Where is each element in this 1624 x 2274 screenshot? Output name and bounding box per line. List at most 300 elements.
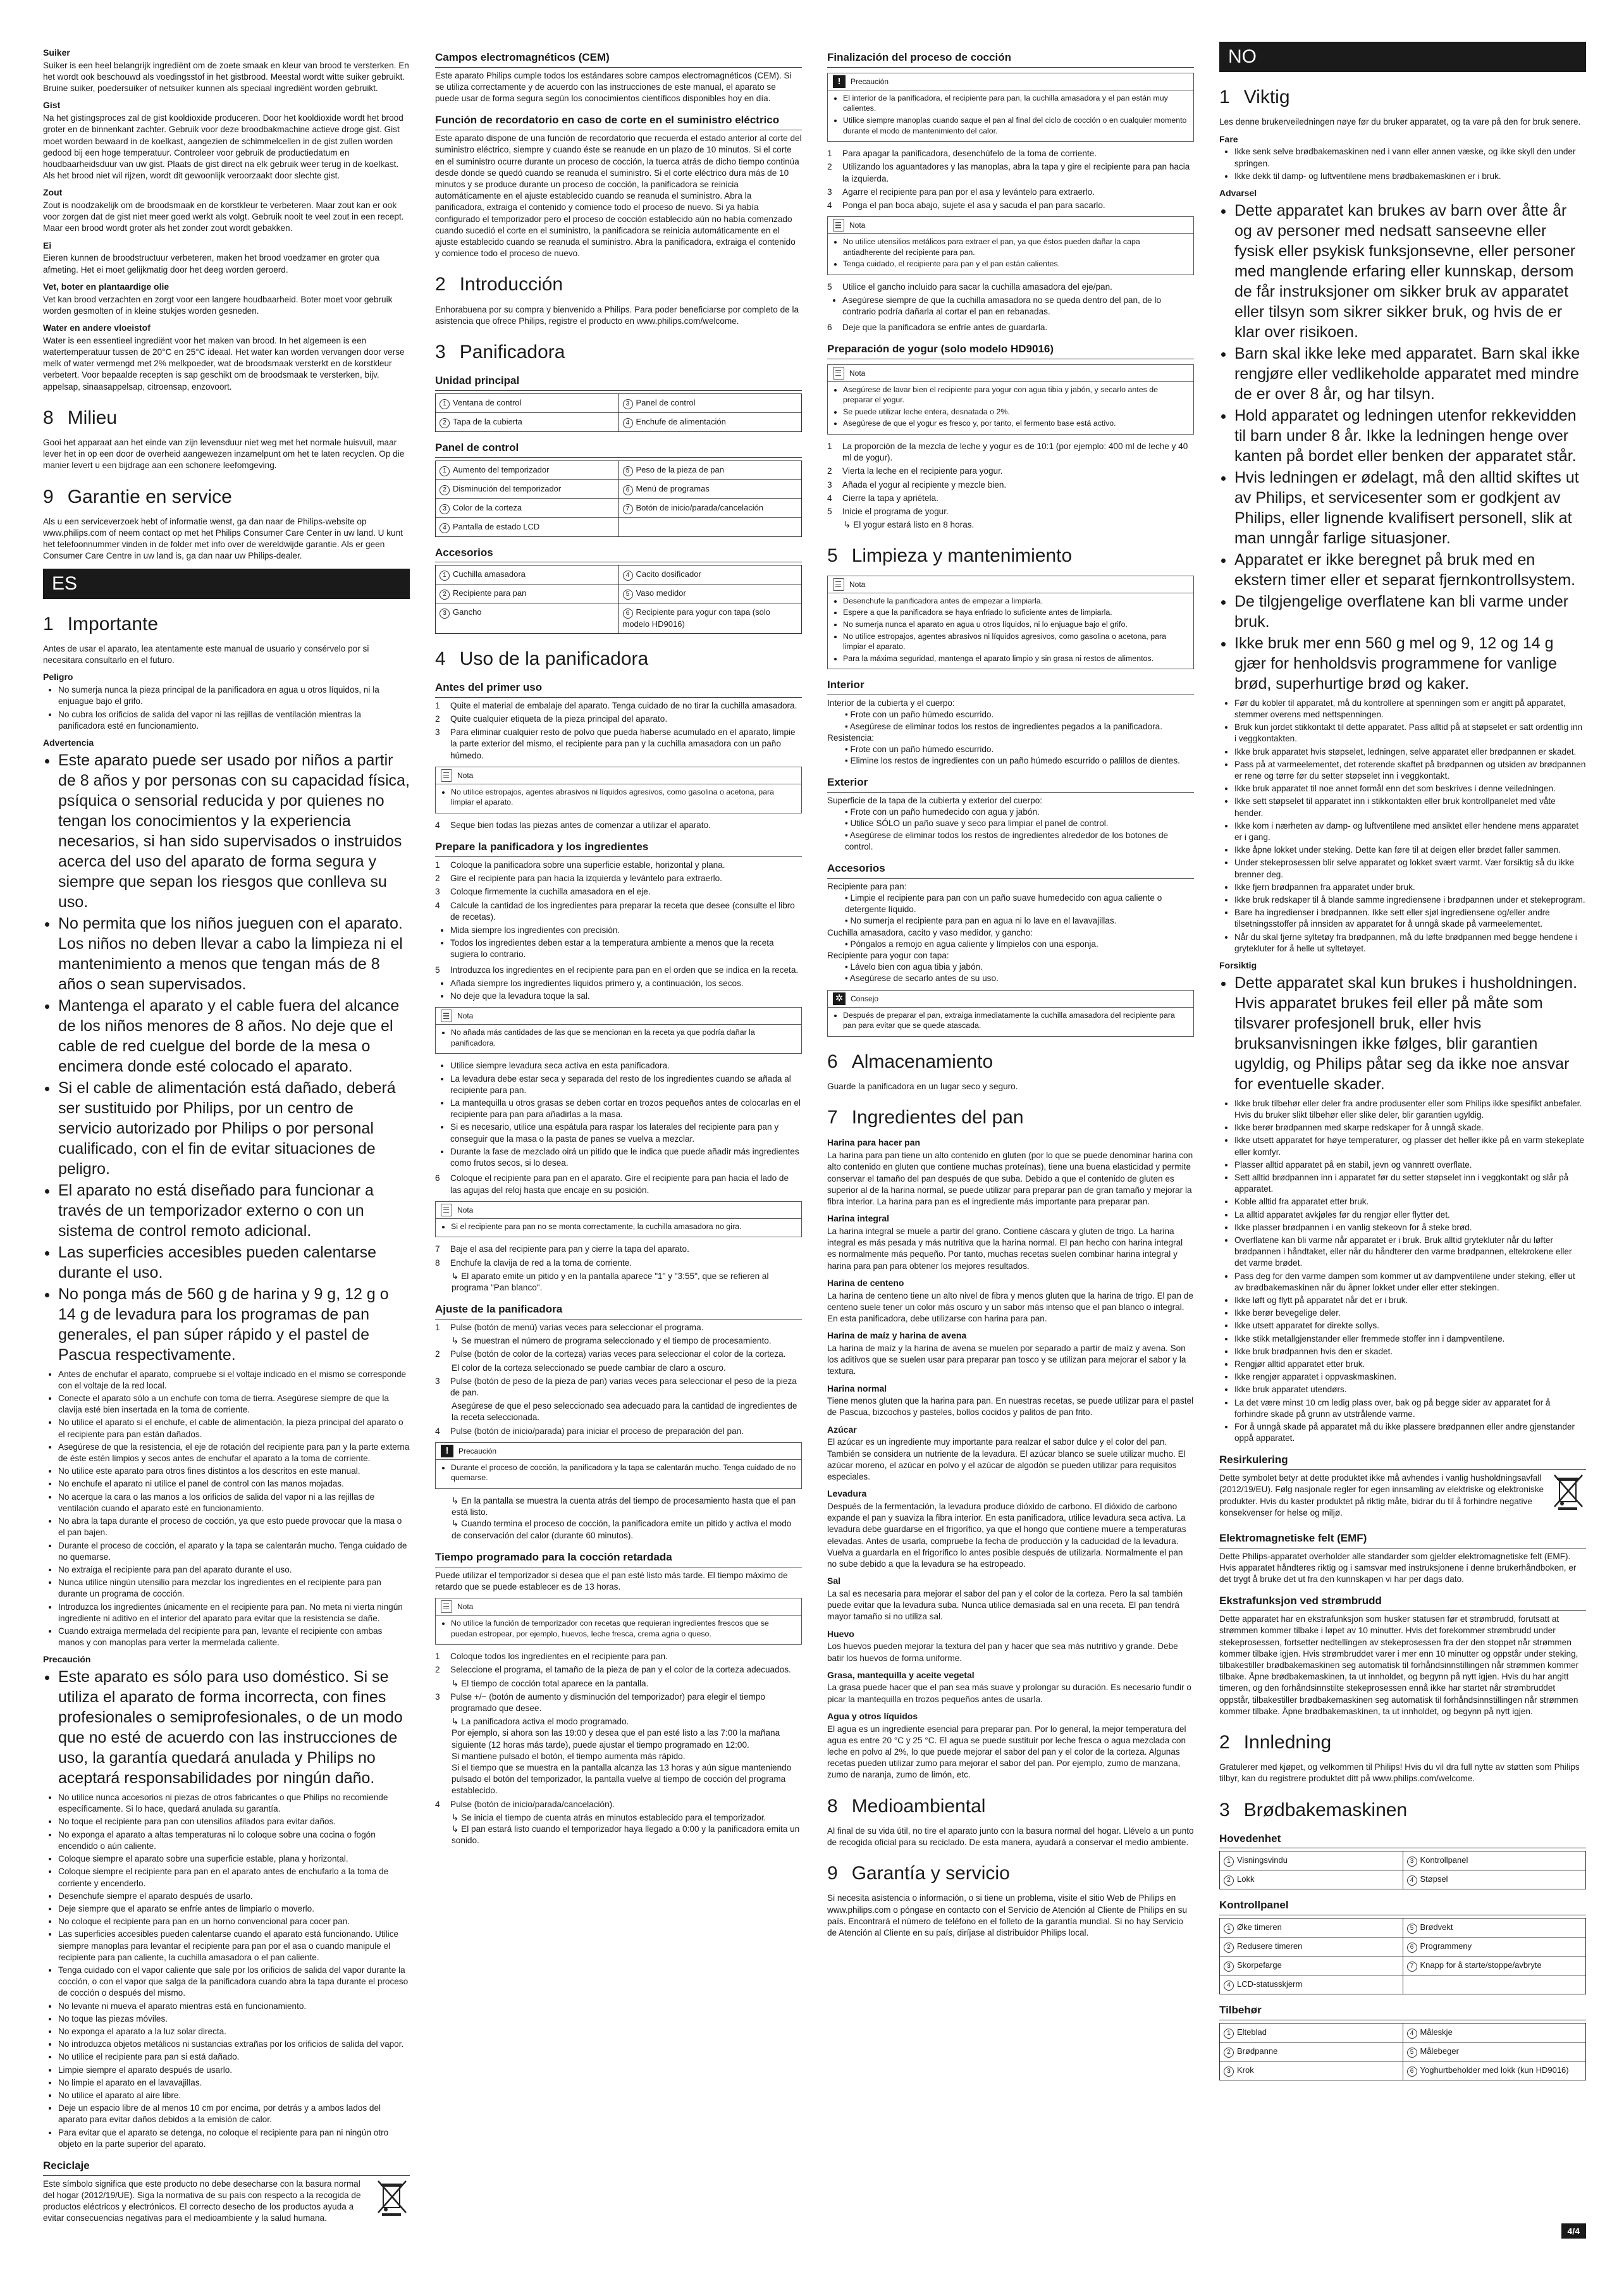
step-text: ↳ Se muestran el número de programa seleccionado y el tiempo de procesamiento.	[452, 1336, 772, 1346]
step-text: Si el tiempo que se muestra en la pantalla alcanza las 13 horas y aún sigue manteniendo pulsado el botón del temporizador, la pantalla vuelve al tiempo de cocción del programa establecido.	[452, 1762, 792, 1796]
list-item: • Introduzca los ingredientes únicamente en el recipiente para pan. No meta ni vierta ningún ingrediente ni aditivo en el interior del aparato para evitar que la resistencia se dañe.	[58, 1602, 410, 1624]
step-row	[435, 900, 802, 923]
paragraph-text: La harina para pan tiene un alto contenido en gluten (por lo que se puede denominar harina con alto contenido en gluten que contiene muchas proteínas), tiene una buena elasticidad y permite conservar el tamaño del pan después de que suba. Debido a que el contenido de gluten es superior al de la harina normal, se puede utilizar para preparar pan de gran tamaño y mejorar la fibra interior. La harina para pan es el ingrediente más importante para preparar pan.	[827, 1151, 1193, 1207]
resirkulering-block	[1219, 1473, 1586, 1523]
ajuste-steps	[435, 1322, 802, 1437]
resirkulering-text: Dette symbolet betyr at dette produktet ikke må avhendes i vanlig husholdningsavfall (2012/19/EU). Følg nasjonale regler for egen innsamling av elektriske og elektroniske produkter. Hvis du kaster produktet på riktig måte, bidrar du til å forhindre negative konsekvenser for helse og miljø.	[1219, 1473, 1544, 1517]
step-row	[827, 161, 1194, 184]
step-text: Por ejemplo, si ahora son las 19:00 y desea que el pan esté listo a las 7:00 la mañana siguiente (12 horas más tarde), puede ajustar el tiempo programado en 12:00.	[452, 1728, 780, 1750]
step-text: Pulse (botón de inicio/parada/cancelación).	[450, 1799, 615, 1809]
callout-number: 6	[1407, 2067, 1417, 2077]
list-item: • No enchufe el aparato ni utilice el panel de control con las manos mojadas.	[58, 1478, 410, 1490]
list-item: • Utilice siempre manoplas cuando saque el pan al final del ciclo de cocción o en cualquier momento durante el modo de mantenimiento del calor.	[843, 115, 1188, 136]
step-text: Quite el material de embalaje del aparato. Tenga cuidado de no tirar la cuchilla amasadora.	[450, 700, 797, 710]
table-row	[1220, 1956, 1586, 1975]
step-number: 2	[827, 162, 832, 172]
callout-number: 4	[1407, 2029, 1417, 2039]
table-cell	[1403, 2061, 1586, 2080]
part-name: Brødpanne	[1237, 2046, 1278, 2056]
paragraph-text: La sal es necesaria para mejorar el sabor del pan y el color de la corteza. Pero la sal también puede evitar que la levadura suba. Nunca utilice demasiada sal en una receta. El pan tendrá mayor tamaño si no utiliza sal.	[827, 1588, 1183, 1622]
list-item: • No limpie el aparato en el lavavajillas.	[58, 2077, 410, 2089]
step-text: Para apagar la panificadora, desenchúfelo de la toma de corriente.	[842, 149, 1097, 159]
hovedenhet-table	[1219, 1851, 1586, 1889]
section-heading-innledning: 2 Innledning	[1219, 1731, 1332, 1753]
table-row	[436, 479, 802, 498]
exterior-list	[827, 795, 1194, 853]
ajuste-caution: ! Precaución • Durante el proceso de cocción, la panificadora y la tapa se calentarán mucho. Tenga cuidado de no quemarse.	[435, 1442, 802, 1489]
list-item: • Rengjør alltid apparatet etter bruk.	[1234, 1359, 1586, 1370]
list-item: • No ponga más de 560 g de harina y 9 g, 12 g o 14 g de levadura para los programas de pan generales, el pan súper rápido y el pastel de Pascua respectivamente.	[58, 1284, 410, 1365]
step-text: La proporción de la mezcla de leche y yogur es de 10:1 (por ejemplo: 400 ml de leche y 40 ml de yogur).	[842, 442, 1188, 463]
paragraph-heading: Agua y otros líquidos	[827, 1710, 918, 1721]
table-cell	[618, 412, 802, 431]
list-item: • Coloque siempre el recipiente para pan en el aparato antes de enchufarlo a la toma de corriente y encenderlo.	[58, 1866, 410, 1889]
nl-ingredient-paragraphs	[43, 47, 410, 393]
part-name: Redusere timeren	[1237, 1941, 1303, 1951]
section-heading-ingredientes: 7 Ingredientes del pan	[827, 1107, 1024, 1128]
ekstrafunksjon-heading: Ekstrafunksjon ved strømbrudd	[1219, 1594, 1586, 1611]
list-item: • Plasser alltid apparatet på en stabil, jevn og vannrett overflate.	[1234, 1159, 1586, 1171]
step-number: 6	[827, 322, 832, 332]
almacenamiento-text: Guarde la panificadora en un lugar seco y seguro.	[827, 1082, 1018, 1092]
part-name: Yoghurtbeholder med lokk (kun HD9016)	[1420, 2065, 1569, 2075]
paragraph-text: El azúcar es un ingrediente muy importante para realzar el sabor dulce y el color del pan. También se considera un nutriente de la levadura. El azúcar blanco se suele utilizar mucho. El azúcar moreno, el azúcar en polvo y el azúcar de algodón se pueden utilizar para requisitos especiales.	[827, 1437, 1186, 1482]
crossed-bin-icon	[1551, 1473, 1586, 1511]
table-row	[436, 565, 802, 584]
table-cell	[436, 603, 619, 633]
part-name: Lokk	[1237, 1874, 1255, 1884]
list-item: • No sumerja nunca la pieza principal de la panificadora en agua u otros líquidos, ni la enjuague bajo el grifo.	[58, 684, 410, 707]
precaucion-heading: Precaución	[43, 1654, 91, 1665]
list-item: • Deje un espacio libre de al menos 10 cm por encima, por detrás y a ambos lados del aparato para evitar daños debidos a la emisión de calor.	[58, 2103, 410, 2125]
step-row	[435, 714, 802, 725]
section-heading-garantia: 9 Garantía y servicio	[827, 1863, 1010, 1884]
list-item: • Cuando extraiga mermelada del recipiente para pan, levante el recipiente con ambas manos y con manoplas para verter la mermelada caliente.	[58, 1626, 410, 1648]
list-item: • Hvis ledningen er ødelagt, må den alltid skiftes ut av Philips, et servicesenter som er godkjent av Philips, eller lignende kvalifisert personell, slik at man unngår farlige situasjoner.	[1234, 467, 1586, 548]
table-row	[1220, 2024, 1586, 2042]
warning-icon: !	[441, 1445, 453, 1457]
forsiktig-list-small	[1219, 1098, 1586, 1445]
table-cell	[618, 479, 802, 498]
table-cell	[436, 517, 619, 536]
part-name: Color de la corteza	[453, 502, 522, 512]
list-item: • Asegúrese de lavar bien el recipiente para yogur con agua tibia y jabón, y secarlo antes de preparar el yogur.	[843, 385, 1188, 405]
section-heading-viktig: 1 Viktig	[1219, 87, 1290, 108]
list-item: • Ikke bruk apparatet utendørs.	[1234, 1384, 1586, 1395]
list-bullet: • No sumerja el recipiente para pan en agua ni lo lave en el lavavajillas.	[845, 916, 1117, 926]
section-heading-panificadora: 3 Panificadora	[435, 341, 565, 362]
callout-number: 3	[623, 399, 633, 409]
step-number: 4	[435, 820, 440, 831]
part-name: Cacito dosificador	[636, 569, 701, 579]
list-item: • Ikke bruk apparatet til noe annet formål enn det som beskrives i denne veiledningen.	[1234, 783, 1586, 794]
list-bullet: • Póngalos a remojo en agua caliente y límpielos con una esponja.	[845, 939, 1098, 949]
step-number: 3	[435, 727, 440, 738]
step-row	[827, 479, 1194, 491]
part-name: Kontrollpanel	[1420, 1855, 1468, 1865]
section-heading-almacenamiento: 6 Almacenamiento	[827, 1051, 993, 1072]
list-item: • Ikke åpne lokket under steking. Dette kan føre til at deigen eller brødet faller sammen.	[1234, 844, 1586, 856]
callout-number: 4	[440, 523, 450, 533]
list-item: • Coloque siempre el aparato sobre una superficie estable, plana y horizontal.	[58, 1853, 410, 1865]
list-item: • Dette apparatet kan brukes av barn over åtte år og av personer med nedsatt sanseevne eller fysisk eller psykisk funksjonsevne, eller personer med manglende erfaring eller kunnskap, dersom de får instruksjoner om sikker bruk av apparatet eller tilsyn som sikrer sikker bruk, og hvis de er klar over risikoen.	[1234, 201, 1586, 342]
list-item: • Añada siempre los ingredientes líquidos primero y, a continuación, los secos.	[450, 978, 802, 989]
part-name: Panel de control	[636, 397, 696, 407]
step-row	[435, 1426, 802, 1437]
ekstrafunksjon-text: Dette apparatet har en ekstrafunksjon som husker statusen før et strømbrudd, forutsatt at strømmen kommer tilbake i løpet av 10 minutter. Hvis det forekommer strømbrudd under stekeprosessen, fortsetter nedtellingen av stekeprosessen fra der den stoppet når strømmen kommer tilbake igjen. Hvis strømbruddet varer i mer enn 10 minutter og oppstår under steking, tilbakestiller brødbakemaskinen seg automatisk til forhåndsinnstillingen når strømmen kommer tilbake. Åpne brødbakemaskinen, ta ut innholdet, og begynn på nytt igjen. Hvis du har angitt timeren, og den forhåndsinnstilte stekeprosessen ennå ikke har startet når strømbruddet oppstår, tilbakestiller brødbakemaskinen seg automatisk til forhåndsinnstillingen når strømmen kommer tilbake. Åpne brødbakemaskinen, ta ut innholdet, og begynn på nytt igjen.	[1219, 1614, 1579, 1716]
list-item: • Antes de enchufar el aparato, compruebe si el voltaje indicado en el mismo se corresponde con el voltaje de la red local.	[58, 1369, 410, 1392]
step-text: Pulse (botón de color de la corteza) varias veces para seleccionar el color de la corteza.	[450, 1349, 786, 1359]
unidad-table	[435, 393, 802, 432]
step-number: 4	[435, 1799, 440, 1809]
step-row	[435, 1751, 802, 1762]
step-number: 5	[827, 282, 832, 292]
step-row	[435, 1376, 802, 1399]
list-item: • Ikke utsett apparatet for direkte sollys.	[1234, 1320, 1586, 1332]
callout-number: 5	[623, 466, 633, 476]
list-item: • Desenchufe siempre el aparato después de usarlo.	[58, 1891, 410, 1902]
tiempo-text: Puede utilizar el temporizador si desea que el pan esté listo más tarde. El tiempo máximo de retardo que se puede establecer es de 13 horas.	[435, 1570, 788, 1591]
list-item: • No deje que la levadura toque la sal.	[450, 991, 802, 1002]
cem-text: Este aparato Philips cumple todos los estándares sobre campos electromagnéticos (CEM). Si se utiliza correctamente y de acuerdo con las instrucciones de este manual, el aparato se puede usar de forma segura según los conocimientos científicos disponibles hoy en día.	[435, 70, 792, 104]
section-heading-milieu: 8 Milieu	[43, 407, 118, 428]
page-number: 4/4	[1561, 2223, 1586, 2239]
garantie-text: Als u een serviceverzoek hebt of informatie wenst, ga dan naar de Philips-website op www.philips.com of neem contact op met het Philips Consumer Care Center in uw land. U kunt het telefoonnummer vinden in de folder met info over de wereldwijde garantie. Als er geen Consumer Care Centre in uw land is, ga dan naar uw Philips-dealer.	[43, 516, 403, 561]
part-name: Skorpefarge	[1237, 1960, 1282, 1970]
callout-number: 3	[1224, 2067, 1234, 2077]
interior-list	[827, 698, 1194, 767]
innledning-text: Gratulerer med kjøpet, og velkommen til Philips! Hvis du vil dra full nytte av støtten som Philips tilbyr, kan du registrere produktet ditt på www.philips.com/welcome.	[1219, 1762, 1580, 1784]
note-icon	[441, 1600, 452, 1613]
list-bullet: • Elimine los restos de ingredientes con un paño húmedo escurrido o palillos de dientes.	[845, 756, 1180, 766]
paragraph-heading: Zout	[43, 187, 63, 198]
prepare-step-5-sub	[435, 978, 802, 1002]
list-label: Resistencia:	[827, 732, 875, 743]
list-item: • Bruk kun jordet stikkontakt til dette apparatet. Pass alltid på at støpselet er satt ordentlig inn i veggkontakten.	[1234, 722, 1586, 745]
list-bullet: • Utilice SÓLO un paño suave y seco para limpiar el panel de control.	[845, 819, 1109, 829]
paragraph-text: Después de la fermentación, la levadura produce dióxido de carbono. El dióxido de carbono expande el pan y suaviza la fibra interior. En esta panificadora, utilice levadura seca activa. La levadura debe guardarse en el frigorífico, ya que el hongo que contiene muere a temperaturas elevadas. Antes de usarla, compruebe la fecha de producción y la caducidad de la levadura. Vuelva a guardarla en el frigorífico lo antes posible después de utilizarla. Normalmente el pan no sube debido a que la levadura se ha estropeado.	[827, 1502, 1186, 1569]
fare-heading: Fare	[1219, 133, 1238, 144]
list-item: • No exponga el aparato a altas temperaturas ni lo coloque sobre una cocina o fogón encendido o aún caliente.	[58, 1829, 410, 1852]
list-item: • No utilice este aparato para otros fines distintos a los descritos en este manual.	[58, 1466, 410, 1477]
part-name: Menú de programas	[636, 483, 710, 493]
step-row	[827, 148, 1194, 159]
list-item: • No coloque el recipiente para pan en un horno convencional para cocer pan.	[58, 1916, 410, 1927]
step-row	[435, 965, 802, 976]
list-item: • Si es necesario, utilice una espátula para raspar los laterales del recipiente para pan y conseguir que la masa o la pasta de panes se vuelva a mezclar.	[450, 1122, 802, 1144]
table-cell	[436, 498, 619, 517]
list-item: • No utilice nunca accesorios ni piezas de otros fabricantes o que Philips no recomiende específicamente. Si lo hace, quedará anulada su garantía.	[58, 1792, 410, 1815]
advertencia-heading: Advertencia	[43, 737, 94, 748]
step-text: Seque bien todas las piezas antes de comenzar a utilizar el aparato.	[450, 820, 711, 831]
table-row	[436, 603, 802, 633]
step-row	[435, 1678, 802, 1690]
callout-number: 3	[440, 609, 450, 619]
list-item: • La mantequilla u otros grasas se deben cortar en trozos pequeños antes de colocarlas en el recipiente para pan para añadirlas a la masa.	[450, 1097, 802, 1120]
note-icon	[441, 769, 452, 782]
step-text: Inicie el programa de yogur.	[842, 507, 949, 517]
table-cell	[436, 479, 619, 498]
paragraph-text: La harina de centeno tiene un alto nivel de fibra y menos gluten que la harina de trigo. El pan de centeno suele tener un color más oscuro y un sabor más intenso que el pan blanco o integral. En esta panificadora, debe utilizarse con harina para pan.	[827, 1290, 1193, 1323]
list-item: • Ikke utsett apparatet for høye temperaturer, og plasser det heller ikke på en varm stekeplate eller komfyr.	[1234, 1135, 1586, 1158]
tilbehor-table	[1219, 2023, 1586, 2080]
prepare-heading: Prepare la panificadora y los ingredientes	[435, 840, 802, 857]
list-item: • No levante ni mueva el aparato mientras está en funcionamiento.	[58, 2001, 410, 2012]
step-number: 3	[435, 1691, 440, 1702]
part-name: Programmeny	[1420, 1941, 1472, 1951]
list-item: • De tilgjengelige overflatene kan bli varme under bruk.	[1234, 591, 1586, 632]
antes-note: Nota • No utilice estropajos, agentes abrasivos ni líquidos agresivos, como gasolina o acetona, para limpiar el aparato.	[435, 767, 802, 813]
list-item: • No introduzca objetos metálicos ni sustancias extrañas por los orificios de salida del vapor.	[58, 2039, 410, 2050]
paragraph-heading: Harina de maíz y harina de avena	[827, 1330, 967, 1341]
list-item: • Ikke bruk mer enn 560 g mel og 9, 12 og 14 g gjær for henholdsvis programmene for vanlige brød, superhurtige brød og kaker.	[1234, 633, 1586, 694]
accesorios-table	[435, 565, 802, 633]
precaucion-list-large	[43, 1667, 410, 1788]
step-row	[435, 1727, 802, 1750]
list-item: • Apparatet er ikke beregnet på bruk med en ekstern timer eller et separat fjernkontrollsystem.	[1234, 550, 1586, 590]
step-number: 2	[435, 1665, 440, 1675]
list-item: • Este aparato es sólo para uso doméstico. Si se utiliza el aparato de forma incorrecta, con fines profesionales o semiprofesionales, o de un modo que no esté de acuerdo con las instrucciones de uso, la garantía quedará anulada y Philips no aceptará responsabilidades por ningún daño.	[58, 1667, 410, 1788]
part-name: Vaso medidor	[636, 588, 686, 598]
part-name: Enchufe de alimentación	[636, 416, 726, 426]
part-name: Måleskje	[1420, 2027, 1453, 2037]
paragraph-text: La grasa puede hacer que el pan sea más suave y prolongar su duración. Es necesario fundir o picar la mantequilla en trozos pequeños antes de usarla.	[827, 1683, 1191, 1704]
table-cell	[1403, 2042, 1586, 2061]
list-item: • No toque el recipiente para pan con utensilios afilados para evitar daños.	[58, 1816, 410, 1827]
list-label: Recipiente para yogur con tapa:	[827, 951, 949, 961]
crossed-bin-icon	[374, 2178, 410, 2216]
callout-number: 5	[1407, 1924, 1417, 1934]
language-bar-no: NO	[1219, 42, 1586, 72]
finalizacion-heading: Finalización del proceso de cocción	[827, 51, 1194, 68]
reciclaje-block	[43, 2178, 410, 2228]
table-cell	[1220, 1851, 1403, 1870]
column-1	[43, 42, 410, 2237]
step-text: Vierta la leche en el recipiente para yogur.	[842, 466, 1003, 476]
part-name: Elteblad	[1237, 2027, 1267, 2037]
step-number: 2	[435, 1349, 440, 1359]
list-item: • Ikke kom i nærheten av damp- og luftventilene med ansiktet eller hendene mens apparatet er i gang.	[1234, 820, 1586, 843]
paragraph-heading: Harina integral	[827, 1213, 890, 1224]
viktig-intro: Les denne brukerveiledningen nøye før du bruker apparatet, og ta vare på den for bruk senere.	[1219, 117, 1581, 127]
callout-number: 3	[1224, 1962, 1234, 1972]
list-item: • Ikke bruk apparatet hvis støpselet, ledningen, selve apparatet eller brødpannen er skadet.	[1234, 746, 1586, 758]
list-label: Recipiente para pan:	[827, 881, 907, 891]
precaucion-list-small	[43, 1792, 410, 2150]
list-item: • Ikke fjern brødpannen fra apparatet under bruk.	[1234, 882, 1586, 893]
ingredientes-list	[827, 1137, 1194, 1781]
list-item: • Mantenga el aparato y el cable fuera del alcance de los niños menores de 8 años. No deje que el cable de red cuelgue del borde de la mesa o encimera donde esté colocado el aparato.	[58, 996, 410, 1077]
callout-number: 6	[1407, 1943, 1417, 1953]
table-cell	[1220, 2024, 1403, 2042]
list-item: • Tenga cuidado, el recipiente para pan y el pan están calientes.	[843, 259, 1188, 269]
part-name: Gancho	[453, 607, 482, 617]
part-name: Recipiente para pan	[453, 588, 527, 598]
step-number: 3	[827, 479, 832, 490]
table-cell	[1220, 1956, 1403, 1975]
paragraph-heading: Harina de centeno	[827, 1277, 904, 1288]
tip-icon: ✲	[833, 992, 846, 1005]
part-name: Botón de inicio/parada/cancelación	[636, 502, 764, 512]
list-item: • No abra la tapa durante el proceso de cocción, ya que esto puede provocar que la masa o el pan bajen.	[58, 1516, 410, 1538]
table-row	[436, 412, 802, 431]
callout-number: 2	[1224, 1943, 1234, 1953]
list-item: • Para la máxima seguridad, mantenga el aparato limpio y sin grasa ni restos de alimentos.	[843, 653, 1188, 664]
panel-heading: Panel de control	[435, 441, 802, 458]
step-row	[435, 700, 802, 712]
callout-number: 2	[440, 485, 450, 495]
step-text: Deje que la panificadora se enfríe antes de guardarla.	[842, 322, 1048, 332]
step-number: 1	[435, 860, 440, 870]
list-item: • Asegúrese de que el yogur es fresco y, por tanto, el fermento base está activo.	[843, 418, 1188, 429]
step-text: ↳ Se inicia el tiempo de cuenta atrás en minutos establecido para el temporizador.	[452, 1812, 766, 1822]
step-row	[827, 281, 1194, 293]
prepare-steps-7-8	[435, 1244, 802, 1268]
kontrollpanel-heading: Kontrollpanel	[1219, 1898, 1586, 1915]
step-row	[435, 1664, 802, 1676]
cem-heading: Campos electromagnéticos (CEM)	[435, 51, 802, 68]
list-item: • Ikke stikk metallgjenstander eller fremmede stoffer inn i dampventilene.	[1234, 1333, 1586, 1345]
note-icon	[833, 578, 844, 591]
step-text: Enchufe la clavija de red a la toma de corriente.	[450, 1257, 632, 1268]
list-item: • Ikke senk selve brødbakemaskinen ned i vann eller annen væske, og ikke skyll den under springen.	[1234, 146, 1586, 169]
table-cell	[436, 565, 619, 584]
step-number: 5	[435, 965, 440, 975]
step-number: 2	[435, 874, 440, 884]
paragraph-heading: Ei	[43, 240, 52, 250]
importante-intro: Antes de usar el aparato, lea atentamente este manual de usuario y consérvelo por si necesitara consultarlo en el futuro.	[43, 643, 369, 665]
medioambiental-text: Al final de su vida útil, no tire el aparato junto con la basura normal del hogar. Llévelo a un punto de recogida oficial para su reciclado. De esta manera, ayudará a conservar el medio ambiente.	[827, 1826, 1194, 1848]
list-item: • Ikke bruk brødpannen hvis den er skadet.	[1234, 1346, 1586, 1357]
paragraph-text: Suiker is een heel belangrijk ingrediënt om de zoete smaak en kleur van brood te versterken. En het wordt ook beschouwd als voedingsstof in het gistbrood. Meestal wordt witte suiker gebruikt. Bruine suiker, poedersuiker of netsuiker kunnen als speciaal ingrediënt worden gebruikt.	[43, 60, 409, 94]
step-row	[435, 1812, 802, 1824]
list-item: • Tenga cuidado con el vapor caliente que sale por los orificios de salida del vapor durante la cocción, o con el vapor que salga de la panificadora cuando abra la tapa durante el proceso de cocción o después del mismo.	[58, 1965, 410, 1999]
list-item: • Dette apparatet skal kun brukes i husholdningen. Hvis apparatet brukes feil eller på måte som tilsvarer profesjonell bruk, eller hvis bruksanvisningen ikke følges, blir garantien ugyldig, og Philips påtar seg da ikke noe ansvar for eventuelle skader.	[1234, 973, 1586, 1094]
paragraph-text: Water is een essentieel ingrediënt voor het maken van brood. In het algemeen is een watertemperatuur tussen de 20°C en 25°C ideaal. Het water kan worden vervangen door verse melk of water vermengd met 2% melkpoeder, wat de broodsmaak versterkt en de korstkleur verbetert. Voor bepaalde recepten is sap geschikt om de broodsmaak te versterken, bijv. appelsap, sinaasappelsap, citroensap, enzovoort.	[43, 335, 405, 392]
table-row	[436, 584, 802, 603]
prepare-step-6-note: Nota • Si el recipiente para pan no se monta correctamente, la cuchilla amasadora no gira.	[435, 1201, 802, 1238]
table-cell	[618, 517, 802, 536]
list-item: • Si el cable de alimentación está dañado, deberá ser sustituido por Philips, por un centro de servicio autorizado por Philips o por personal cualificado, con el fin de evitar situaciones de peligro.	[58, 1078, 410, 1179]
table-cell	[1403, 1919, 1586, 1937]
list-item: • No utilice estropajos, agentes abrasivos ni líquidos agresivos, como gasolina o acetona, para limpiar el aparato.	[843, 631, 1188, 652]
paragraph-text: Vet kan brood verzachten en zorgt voor een langere houdbaarheid. Boter moet voor gebruik worden gesmolten of in kleine stukjes worden gesneden.	[43, 294, 393, 316]
callout-number: 6	[623, 485, 633, 495]
step-text: Coloque todos los ingredientes en el recipiente para pan.	[450, 1652, 668, 1662]
recordatorio-heading: Función de recordatorio en caso de corte en el suministro eléctrico	[435, 113, 802, 130]
table-cell	[1220, 2061, 1403, 2080]
paragraph-text: Tiene menos gluten que la harina para pan. En nuestras recetas, se puede utilizar para el pastel de Pascua, bizcochos y pasteles, bollos cocidos y palitos de pan frito.	[827, 1396, 1194, 1418]
list-item: • No extraiga el recipiente para pan del aparato durante el uso.	[58, 1564, 410, 1576]
list-item: • Ikke dekk til damp- og luftventilene mens brødbakemaskinen er i bruk.	[1234, 171, 1586, 182]
list-item: • Conecte el aparato sólo a un enchufe con toma de tierra. Asegúrese siempre de que la clavija esté bien insertada en la toma de corriente.	[58, 1393, 410, 1416]
step-row	[435, 1691, 802, 1714]
step-number: 3	[827, 187, 832, 197]
step-number: 2	[435, 714, 440, 724]
list-item: • Este aparato puede ser usado por niños a partir de 8 años y por personas con su capacidad física, psíquica o sensorial reducida y por quienes no tengan los conocimientos y la experiencia necesarios, si han sido supervisados o instruidos acerca del uso del aparato de forma segura y siempre que sepan los riesgos que conlleva su uso.	[58, 750, 410, 912]
table-cell	[1403, 1851, 1586, 1870]
hovedenhet-heading: Hovedenhet	[1219, 1832, 1586, 1849]
list-item: • Para evitar que el aparato se detenga, no coloque el recipiente para pan ni ningún otro objeto en la parte superior del aparato.	[58, 2127, 410, 2150]
list-item: • No cubra los orificios de salida del vapor ni las rejillas de ventilación mientras la panificadora esté en funcionamiento.	[58, 709, 410, 732]
step-row	[435, 1244, 802, 1255]
part-name: Målebeger	[1420, 2046, 1459, 2056]
list-item: • Ikke berør bevegelige deler.	[1234, 1307, 1586, 1319]
part-name: Tapa de la cubierta	[453, 416, 522, 426]
finalizacion-note: Nota • No utilice utensilios metálicos para extraer el pan, ya que éstos pueden dañar la capa antiadherente del recipiente para pan. • Tenga cuidado, el recipiente para pan y el pan están calientes.	[827, 216, 1194, 275]
step-text: Calcule la cantidad de los ingredientes para preparar la receta que desee (consulte el libro de recetas).	[450, 900, 795, 922]
step-row	[435, 1363, 802, 1374]
step-row	[435, 1716, 802, 1727]
list-item: • Ikke sett støpselet til apparatet inn i stikkontakten eller bruk kontrollpanelet med våte hender.	[1234, 796, 1586, 819]
table-row	[436, 517, 802, 536]
column-3	[827, 42, 1194, 2237]
callout-number: 6	[623, 609, 633, 619]
callout-number: 4	[1224, 1980, 1234, 1991]
yogur-steps	[827, 441, 1194, 531]
tiempo-heading: Tiempo programado para la cocción retardada	[435, 1550, 802, 1567]
list-bullet: • Limpie el recipiente para pan con un paño suave humedecido con agua caliente o detergente líquido.	[845, 893, 1162, 915]
tiempo-note: Nota • No utilice la función de temporizador con recetas que requieran ingredientes frescos que se puedan estropear, por ejemplo, huevos, leche fresca, crema agria o queso.	[435, 1598, 802, 1645]
list-bullet: • Frote con un paño húmedo escurrido.	[845, 744, 994, 754]
step-text: ↳ El tiempo de cocción total aparece en la pantalla.	[452, 1678, 649, 1688]
note-icon	[833, 367, 844, 380]
paragraph-heading: Harina para hacer pan	[827, 1137, 921, 1148]
step-row	[435, 1349, 802, 1360]
callout-number: 4	[623, 571, 633, 581]
finalizacion-steps	[827, 148, 1194, 211]
step-row	[827, 187, 1194, 198]
paragraph-text: Los huevos pueden mejorar la textura del pan y hacer que sea más nutritivo y grande. Debe batir los huevos de forma uniforme.	[827, 1641, 1178, 1663]
ajuste-heading: Ajuste de la panificadora	[435, 1302, 802, 1319]
part-name: Visningsvindu	[1237, 1855, 1288, 1865]
garantia-text: Si necesita asistencia o información, o si tiene un problema, visite el sitio Web de Philips en www.philips.com o póngase en contacto con el Servicio de Atención al Cliente de Philips en su país. Encontrará el número de teléfono en el folleto de la garantía mundial. Si no hay Servicio de Atención al Cliente en su país, diríjase al distribuidor Philips local.	[827, 1893, 1188, 1938]
prepare-steps	[435, 860, 802, 923]
step-text: Cierre la tapa y apriétela.	[842, 493, 938, 503]
list-item: • Ikke løft og flytt på apparatet når det er i bruk.	[1234, 1295, 1586, 1306]
step-text: El color de la corteza seleccionado se puede cambiar de claro a oscuro.	[452, 1363, 726, 1373]
list-bullet: • Frote con un paño humedecido con agua y jabón.	[845, 807, 1040, 817]
exterior-heading: Exterior	[827, 776, 1194, 793]
list-item: • Overflatene kan bli varme når apparatet er i bruk. Bruk alltid grytekluter når du løfter brødpannen i håndtaket, eller når du håndterer den varme brødpannen, eltekrokene eller det varme brødet.	[1234, 1235, 1586, 1270]
ajuste-results	[435, 1495, 802, 1542]
step-row	[435, 1799, 802, 1810]
finalizacion-step-5	[827, 281, 1194, 293]
unidad-heading: Unidad principal	[435, 374, 802, 391]
list-item: • No acerque la cara o las manos a los orificios de salida del vapor ni a las rejillas de ventilación cuando el aparato esté en funcionamiento.	[58, 1492, 410, 1514]
step-row	[827, 519, 1194, 531]
step-number: 4	[827, 201, 832, 211]
table-row	[436, 393, 802, 412]
table-cell	[436, 393, 619, 412]
list-item: • Las superficies accesibles pueden calentarse cuando el aparato está funcionando. Utilice siempre manoplas para levantar el recipiente para pan por el asa o cuando manipule el recipiente para pan caliente, la cuchilla amasadora o el pan caliente.	[58, 1929, 410, 1963]
yogur-heading: Preparación de yogur (solo modelo HD9016)	[827, 342, 1194, 359]
language-bar-es: ES	[43, 569, 410, 599]
result-line: ↳ En la pantalla se muestra la cuenta atrás del tiempo de procesamiento hasta que el pan está listo.	[452, 1495, 796, 1517]
list-item: • Når du skal fjerne syltetøy fra brødpannen, må du løfte brødpannen med begge hendene i grytekluter for å helle ut syltetøyet.	[1234, 932, 1586, 955]
note-icon	[833, 219, 844, 232]
list-item: • Under stekeprosessen blir selve apparatet og lokket svært varmt. Vær forsiktig så du ikke brenner deg.	[1234, 857, 1586, 880]
list-bullet: • Asegúrese de eliminar todos los restos de ingredientes alrededor de los botones de control.	[845, 830, 1169, 851]
step-number: 3	[435, 887, 440, 897]
finalizacion-caution: ! Precaución • El interior de la panificadora, el recipiente para pan, la cuchilla amasadora y el pan están muy calientes. • Utilice siempre manoplas cuando saque el pan al final del ciclo de cocción o en cualquier momento durante el modo de mantenimiento del calor.	[827, 73, 1194, 142]
list-item: • Todos los ingredientes deben estar a la temperatura ambiente a menos que la receta sugiera lo contrario.	[450, 937, 802, 960]
list-item: • No permita que los niños jueguen con el aparato. Los niños no deben llevar a cabo la limpieza ni el mantenimiento a menos que tengan más de 8 años o sean supervisados.	[58, 913, 410, 994]
paragraph-text: Eieren kunnen de broodstructuur verbeteren, maken het brood voedzamer en groter qua afmeting. Het ei moet gelijkmatig door het deeg worden geroerd.	[43, 253, 379, 275]
list-item: • Sett alltid brødpannen inn i apparatet før du setter støpselet inn i veggkontakt og slår på apparatet.	[1234, 1172, 1586, 1195]
section-heading-limpieza: 5 Limpieza y mantenimiento	[827, 545, 1073, 567]
step-number: 2	[827, 466, 832, 476]
